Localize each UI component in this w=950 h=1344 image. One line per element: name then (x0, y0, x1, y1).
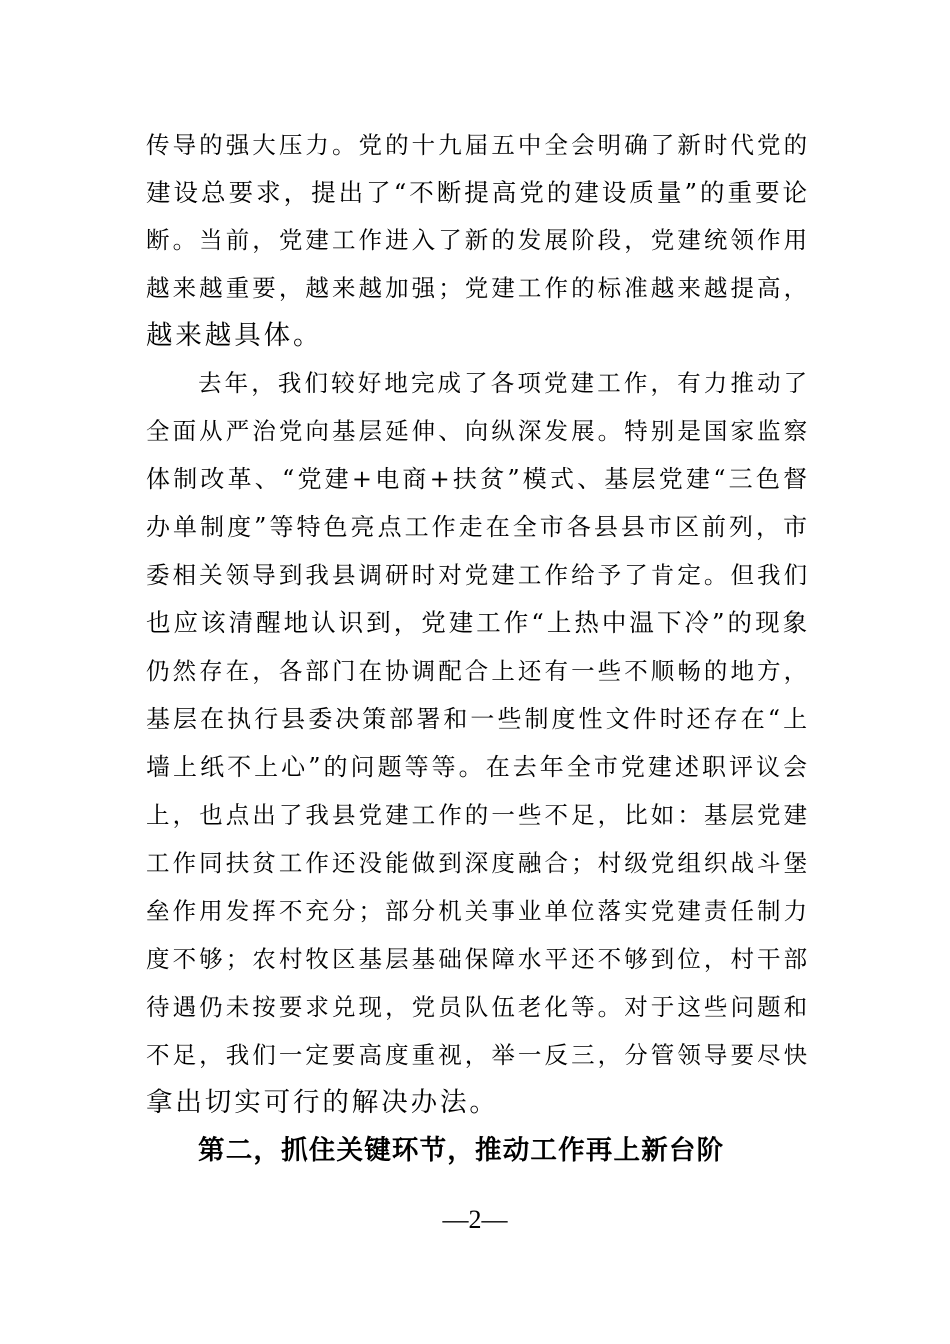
paragraph-2-line-15: 不足，我们一定要高度重视，举一反三，分管领导要尽快 (146, 1041, 810, 1069)
paragraph-2-line-14: 待遇仍未按要求兑现，党员队伍老化等。对于这些问题和 (146, 993, 810, 1021)
paragraph-1-line-1: 传导的强大压力。党的十九届五中全会明确了新时代党的 (146, 131, 810, 159)
paragraph-2-line-7: 仍然存在，各部门在协调配合上还有一些不顺畅的地方， (146, 657, 810, 685)
paragraph-2-line-10: 上，也点出了我县党建工作的一些不足，比如：基层党建 (146, 801, 810, 829)
paragraph-1-line-3: 断。当前，党建工作进入了新的发展阶段，党建统领作用 (146, 226, 810, 254)
paragraph-2-line-16: 拿出切实可行的解决办法。 (146, 1087, 499, 1118)
paragraph-1-line-4: 越来越重要，越来越加强；党建工作的标准越来越提高， (146, 274, 810, 302)
paragraph-2-line-13: 度不够；农村牧区基层基础保障水平还不够到位，村干部 (146, 945, 810, 973)
paragraph-2-line-2: 全面从严治党向基层延伸、向纵深发展。特别是国家监察 (146, 417, 810, 445)
paragraph-2-line-9: 墙上纸不上心”的问题等等。在去年全市党建述职评议会 (146, 753, 810, 781)
section-heading: 第二，抓住关键环节，推动工作再上新台阶 (198, 1135, 725, 1166)
paragraph-1-line-5: 越来越具体。 (146, 320, 323, 351)
paragraph-2-line-8: 基层在执行县委决策部署和一些制度性文件时还存在“上 (146, 705, 810, 733)
page-number: —2— (442, 1205, 508, 1234)
paragraph-2-line-11: 工作同扶贫工作还没能做到深度融合；村级党组织战斗堡 (146, 849, 810, 877)
paragraph-2-line-5: 委相关领导到我县调研时对党建工作给予了肯定。但我们 (146, 561, 810, 589)
paragraph-2-line-3: 体制改革、“党建+电商+扶贫”模式、基层党建“三色督 (146, 465, 810, 493)
paragraph-2-line-1: 去年，我们较好地完成了各项党建工作，有力推动了 (198, 369, 810, 397)
paragraph-2-line-6: 也应该清醒地认识到，党建工作“上热中温下冷”的现象 (146, 608, 810, 637)
paragraph-2-line-12: 垒作用发挥不充分；部分机关事业单位落实党建责任制力 (146, 897, 810, 925)
paragraph-1-line-2: 建设总要求，提出了“不断提高党的建设质量”的重要论 (146, 178, 810, 207)
paragraph-2-line-4: 办单制度”等特色亮点工作走在全市各县县市区前列，市 (146, 513, 810, 541)
